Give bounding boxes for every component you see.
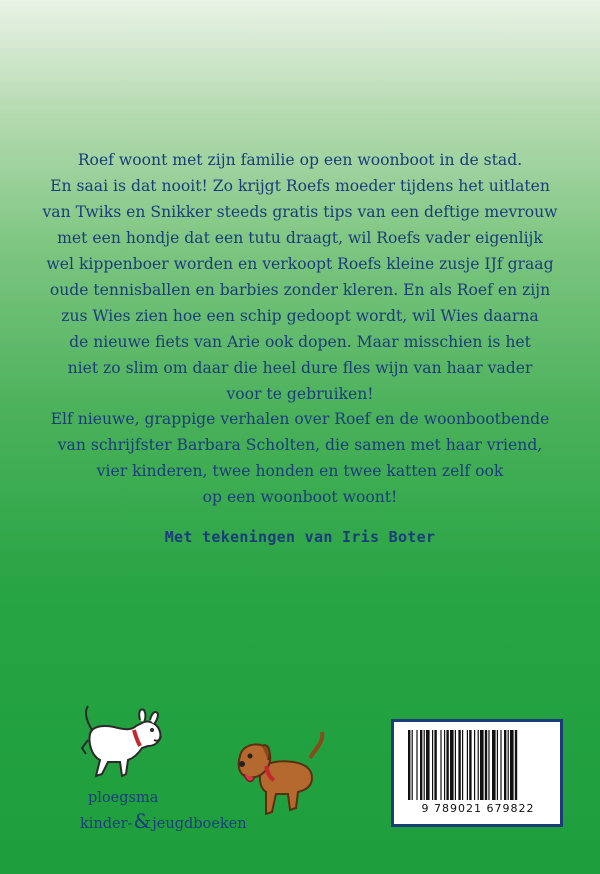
- barcode-bar: [440, 730, 441, 800]
- isbn-number: 9 789021 679822: [421, 802, 535, 815]
- barcode-bar: [432, 730, 433, 800]
- barcode-bar: [446, 730, 448, 800]
- blurb-line: En saai is dat nooit! Zo krijgt Roefs moeder tijdens het uitlaten: [50, 177, 550, 195]
- white-dog-illustration: [78, 700, 168, 786]
- barcode-bar: [424, 730, 425, 800]
- blurb-line: voor te gebruiken!: [226, 385, 374, 403]
- blurb-line: oude tennisballen en barbies zonder kleren. En als Roef en zijn: [49, 281, 551, 299]
- barcode-bar: [510, 730, 514, 800]
- blurb-line: de nieuwe fiets van Arie ook dopen. Maar misschien is het: [69, 333, 531, 351]
- barcode-bar: [420, 730, 422, 800]
- barcode-bar: [426, 730, 430, 800]
- blurb-line: zus Wies zien hoe een schip gedoopt wordt, wil Wies daarna: [61, 307, 539, 325]
- barcode-bar: [492, 730, 496, 800]
- isbn-barcode: [391, 719, 563, 827]
- barcode-bar: [444, 730, 445, 800]
- barcode-bar: [488, 730, 489, 800]
- barcode-bar: [504, 730, 506, 800]
- blurb-line: niet zo slim om daar die heel dure fles wijn van haar vader: [67, 359, 533, 377]
- barcode-bar: [478, 730, 479, 800]
- barcode-bar: [469, 730, 471, 800]
- publisher-ampersand: &: [133, 809, 152, 833]
- illustrator-credit: Met tekeningen van Iris Boter: [164, 528, 436, 546]
- barcode-bar: [412, 730, 413, 800]
- barcode-bar: [434, 730, 436, 800]
- barcode-bar: [462, 730, 463, 800]
- blurb-line: wel kippenboer worden en verkoopt Roefs kleine zusje IJf graag: [46, 255, 554, 273]
- barcode-bar: [474, 730, 475, 800]
- blurb-line: van schrijfster Barbara Scholten, die samen met haar vriend,: [57, 436, 543, 454]
- barcode-bars: [406, 730, 554, 802]
- blurb-paragraph-1: [40, 147, 560, 407]
- publisher-imprint-right: jeugdboeken: [152, 816, 247, 832]
- barcode-bar: [480, 730, 484, 800]
- publisher-logo: [80, 787, 247, 836]
- barcode-bar: [416, 730, 417, 800]
- publisher-imprint-left: kinder-: [80, 816, 133, 832]
- blurb-line: van Twiks en Snikker steeds gratis tips van een deftige mevrouw: [42, 203, 558, 221]
- barcode-bar: [508, 730, 509, 800]
- barcode-bar: [485, 730, 487, 800]
- blurb-line: Elf nieuwe, grappige verhalen over Roef en de woonbootbende: [50, 410, 550, 428]
- publisher-name: ploegsma: [88, 790, 159, 806]
- blurb-line: met een hondje dat een tutu draagt, wil Roefs vader eigenlijk: [57, 229, 543, 247]
- barcode-bar: [500, 730, 501, 800]
- brown-dog-illustration: [232, 728, 332, 824]
- barcode-bar: [458, 730, 460, 800]
- barcode-bar: [515, 730, 517, 800]
- blurb-line: op een woonboot woont!: [202, 488, 398, 506]
- blurb-line: vier kinderen, twee honden en twee katten zelf ook: [96, 462, 504, 480]
- barcode-bar: [408, 730, 410, 800]
- barcode-bar: [455, 730, 456, 800]
- blurb-paragraph-2: [40, 406, 560, 510]
- barcode-bar: [467, 730, 468, 800]
- barcode-bar: [497, 730, 498, 800]
- publisher-imprint: [80, 809, 247, 833]
- barcode-bar: [450, 730, 454, 800]
- blurb-line: Roef woont met zijn familie op een woonboot in de stad.: [77, 151, 523, 169]
